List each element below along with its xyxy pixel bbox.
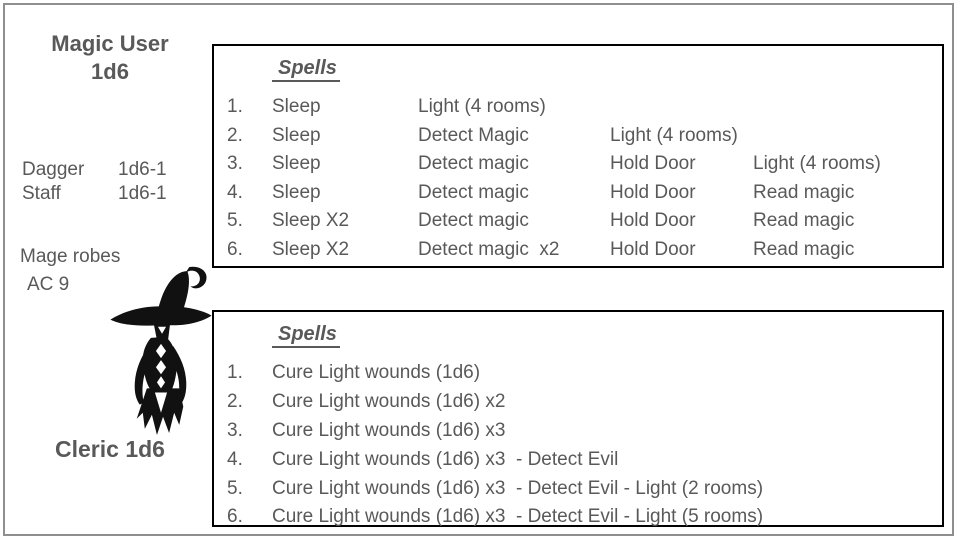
row-number: 1. (227, 362, 243, 384)
row-number: 5. (227, 210, 243, 232)
spell-cell: Hold Door (610, 210, 696, 232)
weapon-damage: 1d6-1 (118, 159, 167, 180)
table-row (214, 122, 942, 151)
spell-cell: Detect magic (418, 153, 529, 175)
row-number: 6. (227, 238, 243, 260)
row-number: 3. (227, 153, 243, 175)
spell-cell: Light (4 rooms) (418, 96, 546, 118)
spell-cell: Detect Magic (418, 124, 529, 146)
spell-cell: Sleep (272, 96, 321, 118)
row-number: 5. (227, 477, 243, 499)
spell-cell: Hold Door (610, 153, 696, 175)
spell-cell: Hold Door (610, 181, 696, 203)
spell-cell: Cure Light wounds (1d6) (272, 362, 481, 384)
table-row (214, 179, 942, 208)
table-row (214, 207, 942, 236)
table-row (214, 93, 942, 122)
spell-cell: Read magic (753, 210, 855, 232)
spell-cell: Detect magic (418, 210, 529, 232)
armor-class: AC 9 (27, 274, 70, 295)
magic-user-title-line2: 1d6 (91, 59, 129, 84)
spell-cell: Cure Light wounds (1d6) x3 (272, 419, 506, 441)
weapon-name: Staff (22, 183, 61, 204)
weapon-row-staff (22, 182, 167, 206)
spell-cell: Cure Light wounds (1d6) x3 - Detect Evil - Light (2 rooms) (272, 477, 764, 499)
table-row (214, 503, 942, 532)
spell-cell: Read magic (753, 181, 855, 203)
spell-cell: Sleep (272, 153, 321, 175)
row-number: 2. (227, 124, 243, 146)
spell-cell: Sleep X2 (272, 210, 350, 232)
row-number: 6. (227, 506, 243, 528)
magic-user-title (10, 30, 210, 86)
magic-user-spell-table (212, 44, 944, 268)
spell-cell: Sleep (272, 181, 321, 203)
spell-cell: Light (4 rooms) (753, 153, 881, 175)
weapon-row-dagger (22, 158, 167, 182)
row-number: 3. (227, 419, 243, 441)
weapons-list (22, 158, 167, 206)
table-row (214, 388, 942, 417)
spell-cell: Read magic (753, 238, 855, 260)
witch-silhouette-icon (106, 265, 216, 437)
cleric-title: Cleric 1d6 (55, 436, 165, 462)
spell-cell: Detect magic (418, 181, 529, 203)
weapon-damage: 1d6-1 (118, 183, 167, 204)
spell-cell: Light (4 rooms) (610, 124, 738, 146)
row-number: 2. (227, 391, 243, 413)
magic-user-title-line1: Magic User (51, 31, 169, 56)
table-row (214, 445, 942, 474)
table-row (214, 417, 942, 446)
spell-cell: Sleep (272, 124, 321, 146)
spells-header: Spells (272, 57, 340, 82)
armor-name: Mage robes (20, 246, 121, 267)
spell-cell: Cure Light wounds (1d6) x3 - Detect Evil (272, 448, 619, 470)
row-number: 4. (227, 181, 243, 203)
spell-cell: Sleep X2 (272, 238, 350, 260)
spells-header-row (214, 46, 942, 93)
cleric-spell-table (212, 310, 944, 527)
table-row (214, 236, 942, 265)
row-number: 1. (227, 96, 243, 118)
spells-header-row (214, 312, 942, 359)
table-row (214, 474, 942, 503)
spell-cell: Cure Light wounds (1d6) x2 (272, 391, 506, 413)
spells-header: Spells (272, 323, 340, 348)
weapon-name: Dagger (22, 159, 85, 180)
spell-cell: Hold Door (610, 238, 696, 260)
table-row (214, 359, 942, 388)
row-number: 4. (227, 448, 243, 470)
table-row (214, 150, 942, 179)
spell-cell: Cure Light wounds (1d6) x3 - Detect Evil - Light (5 rooms) (272, 506, 764, 528)
spell-cell: Detect magic x2 (418, 238, 560, 260)
